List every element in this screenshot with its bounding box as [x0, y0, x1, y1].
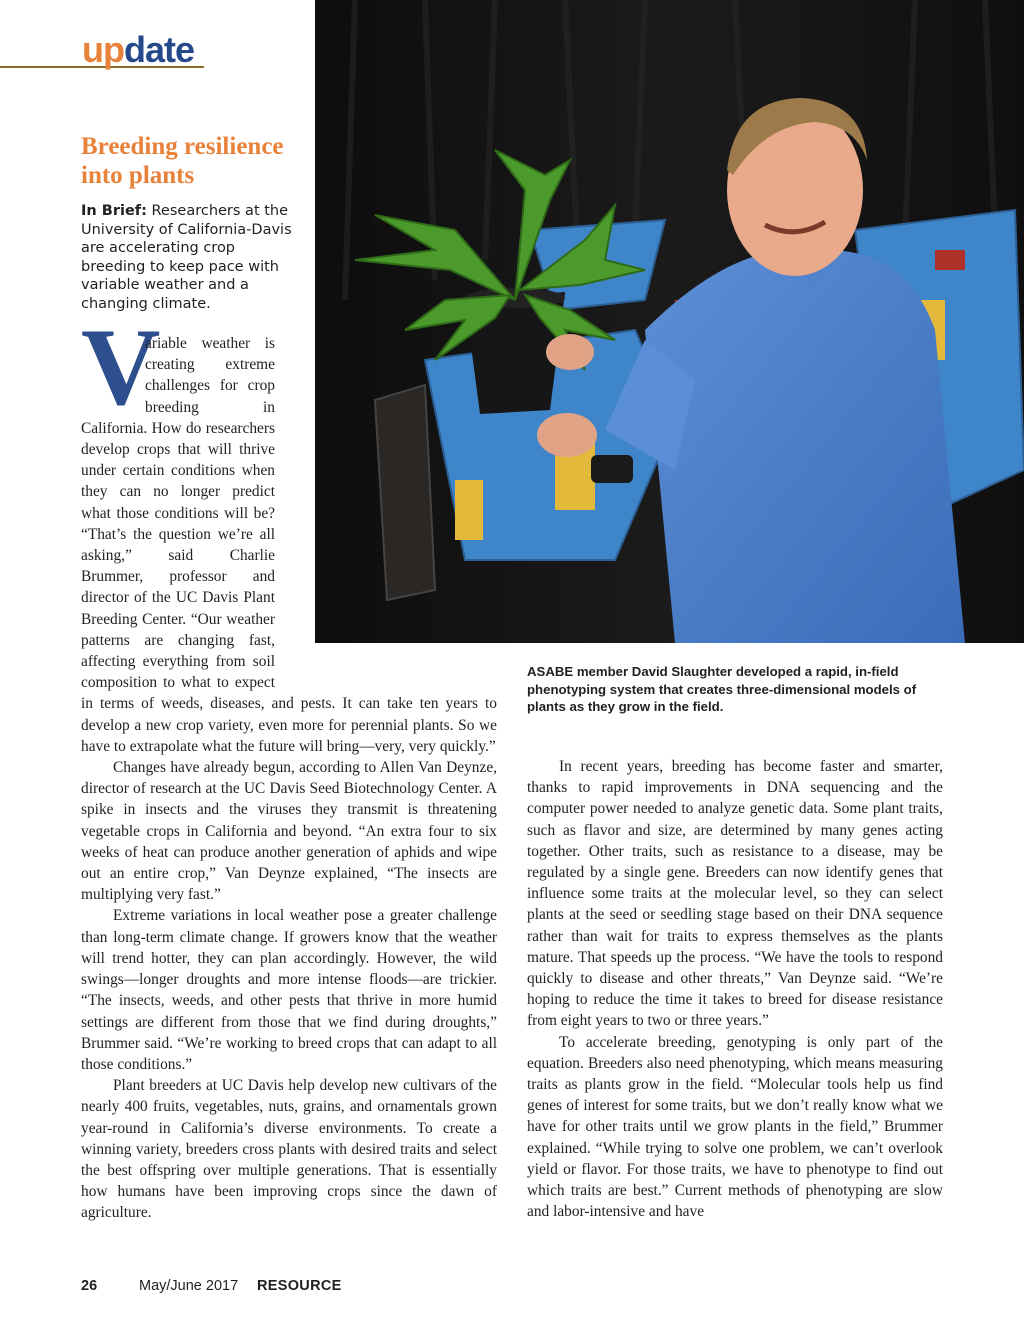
- issue-date: May/June 2017: [139, 1278, 239, 1294]
- body-paragraph-5: To accelerate breeding, genotyping is only part of the equation. Breeders also need phenotyping, which means measuring traits as plants grow in the field. “Molecular tools help us find genes of interest for some traits, but we don’t really know what we have for other traits until we grow plants in the field,” Brummer explained. “While trying to solve one problem, we can’t overlook yield or flavor. For those traits, we have to phenotype to find out which traits are best.” Current methods of phenotyping are slow and labor-intensive and have: [527, 1033, 943, 1221]
- section-header-part1: up: [82, 29, 124, 70]
- page-number: 26: [81, 1278, 98, 1294]
- body-paragraph-1: Changes have already begun, according to Allen Van Deynze, director of research at the UC Davis Seed Biotechnology Center. A spike in insects and the viruses they transmit is threatening vegetable crops in California and beyond. “An extra four to six weeks of heat can produce another generation of aphids and wipe out an entire crop,” Van Deynze explained, “The insects are multiplying very fast.”: [81, 759, 497, 904]
- body-paragraph-4: In recent years, breeding has become faster and smarter, thanks to rapid improvements in DNA sequencing and the computer power needed to analyze genetic data. Some plant traits, such as flavor and size, are determined by many genes acting together. Other traits, such as resistance to a disease, may be regulated by a single gene. Breeders can now identify genes that influence some traits at the molecular level, so they can select plants at the seed or seedling stage based on their DNA sequence rather than wait for traits to express themselves as the plants mature. That speeds up the process. “We have the tools to respond quickly to disease and other threats,” Van Deynze said. “We’re hoping to reduce the time it takes to breed for disease resistance from eight years to two or three years.”: [527, 758, 943, 1030]
- article-title-line1: Breeding resilience: [81, 133, 284, 160]
- section-header-part2: date: [123, 29, 195, 70]
- article-title-line2: into plants: [81, 162, 195, 189]
- photo-caption: ASABE member David Slaughter developed a rapid, in-field phenotyping system that creates three-dimensional models of plants as they grow in the field.: [527, 664, 917, 714]
- body-paragraph-3: Plant breeders at UC Davis help develop new cultivars of the nearly 400 fruits, vegetables, nuts, grains, and ornamentals grown year-round in California’s diverse environments. To create a winning variety, breeders cross plants with desired traits and select the best offspring over multiple generations. That is essentially how humans have been improving crops since the dawn of agriculture.: [81, 1077, 497, 1222]
- photo-illustration: [315, 0, 1024, 643]
- lead-paragraph: ariable weather is creating extreme challenges for crop breeding in California. How do researchers develop crops that will thrive under certain conditions when they can no longer predict what those conditions will be? “That’s the question we’re all asking,” said Charlie Brummer, professor and director of the UC Davis Plant Breeding Center. “Our weather patterns are changing fast, affecting everything from soil composition to what to expect in terms of weeds, diseases, and pests. It can take ten years to develop a new crop variety, even more for perennial plants. So we have to extrapolate what the future will bring—very, very quickly.”: [81, 335, 497, 755]
- magazine-name: RESOURCE: [257, 1278, 342, 1294]
- article-photo: [315, 0, 1024, 643]
- drop-cap: V: [81, 306, 161, 428]
- in-brief: [81, 202, 303, 314]
- body-paragraph-2: Extreme variations in local weather pose a greater challenge than long-term climate change. If growers know that the weather will trend hotter, they can plan accordingly. However, the wild swings—longer droughts and more intense floods—are trickier. “The insects, weeds, and other pests that thrive in more humid settings are different from those that we find during droughts,” Brummer said. “We’re working to breed crops that can adapt to all those conditions.”: [81, 907, 497, 1073]
- article-title: [81, 132, 311, 190]
- page-footer: [81, 1278, 342, 1294]
- in-brief-text: Researchers at the University of California-Davis are accelerating crop breeding to keep pace with variable weather and a changing climate.: [81, 203, 292, 312]
- section-header: [82, 30, 194, 70]
- article-column-2: [527, 756, 943, 1222]
- in-brief-label: In Brief:: [81, 203, 147, 219]
